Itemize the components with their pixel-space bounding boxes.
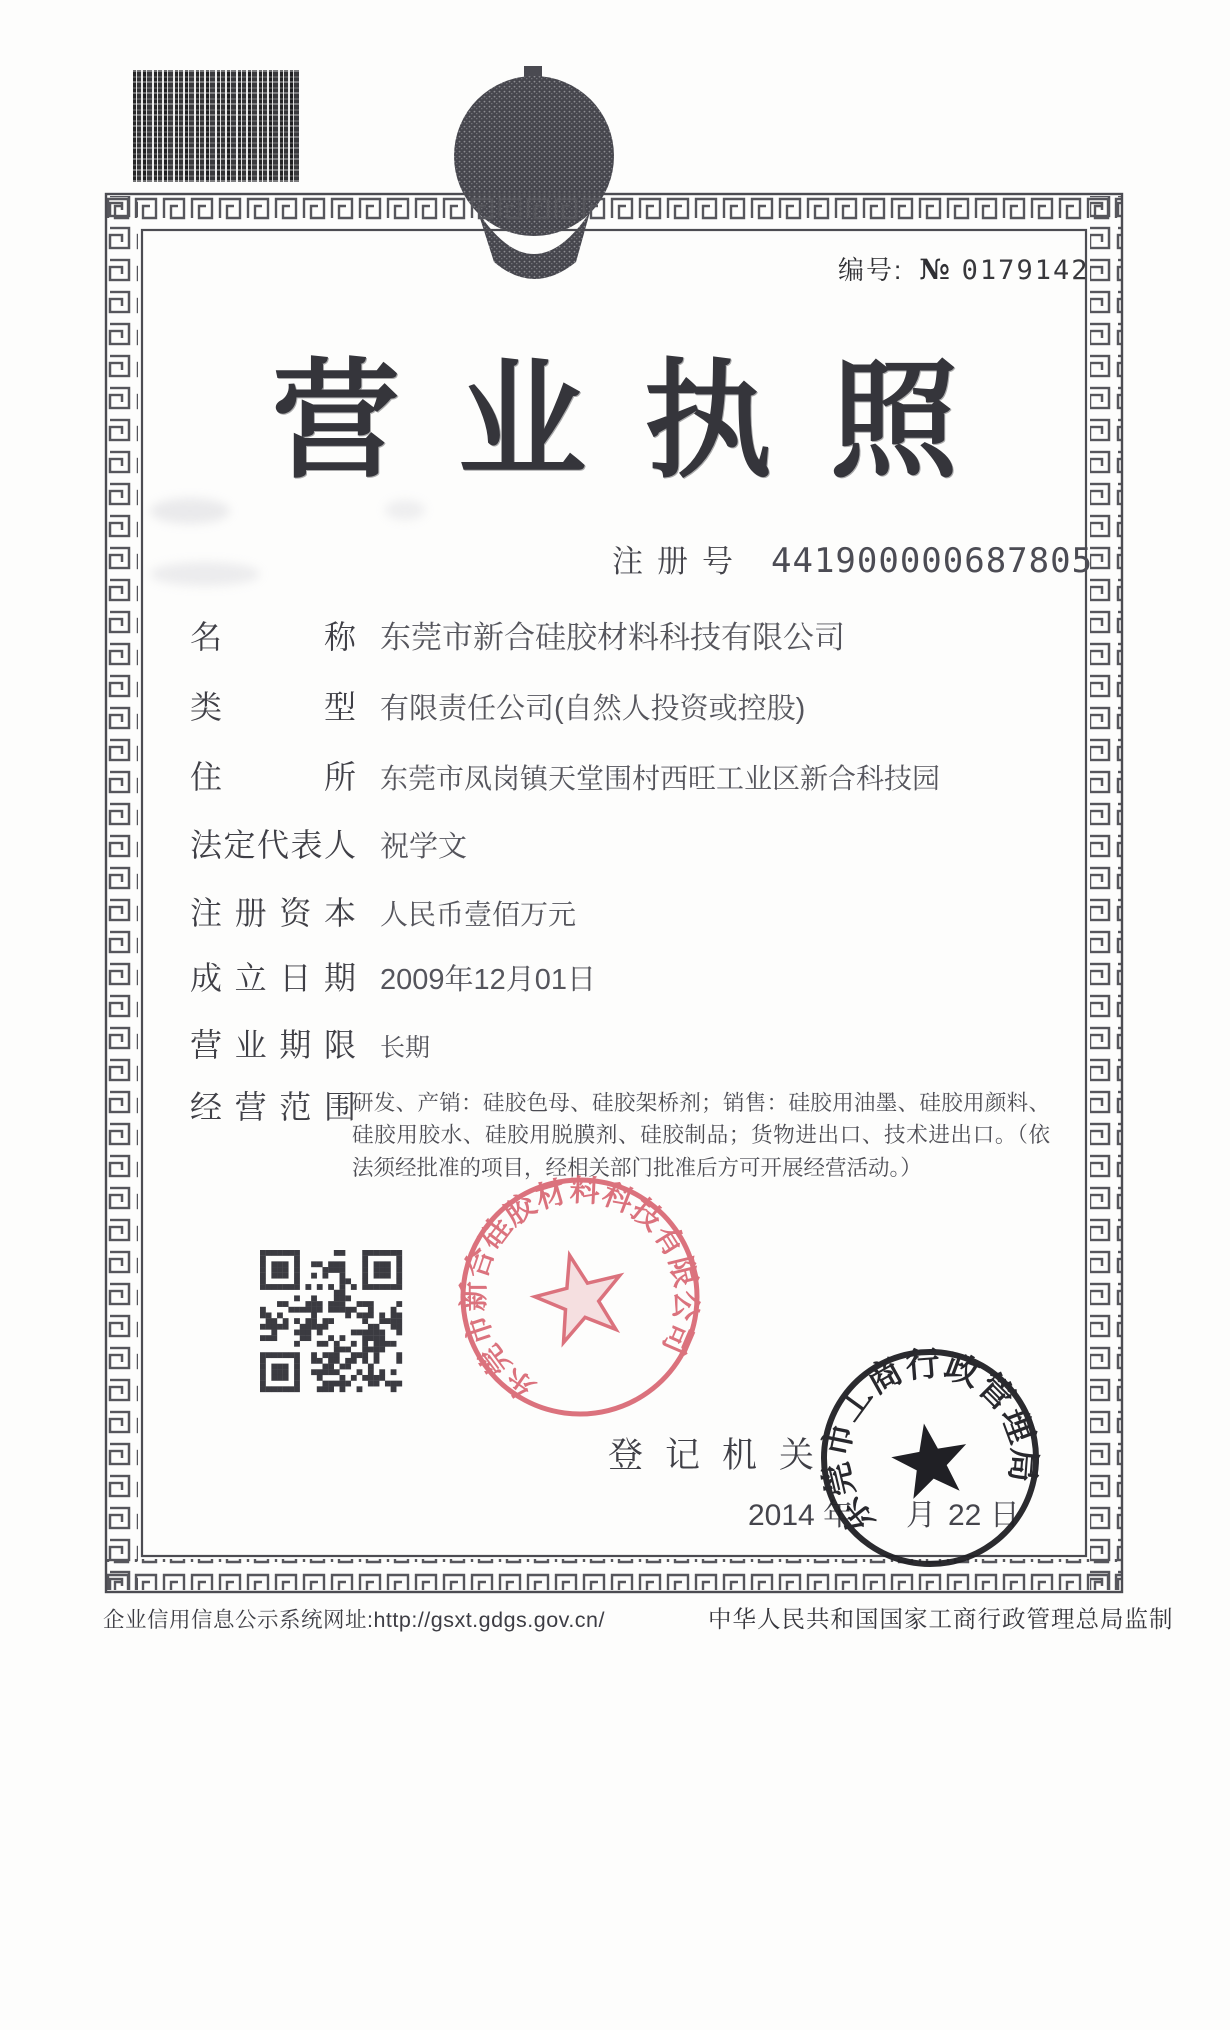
field-row-registered-capital <box>190 888 576 934</box>
registrar-seal-text: 东莞市工商行政管理局 <box>816 1344 1043 1541</box>
field-value: 2009年12月01日 <box>380 964 597 996</box>
field-row-business-scope <box>190 1082 356 1128</box>
numero-sign: № <box>919 253 952 286</box>
field-label: 经营范围 <box>190 1089 356 1125</box>
field-label: 注册资本 <box>190 895 356 931</box>
field-value: 祝学文 <box>380 831 468 863</box>
field-label: 类型 <box>190 689 356 725</box>
serial-label: 编号: <box>838 255 904 285</box>
qr-code <box>260 1250 402 1392</box>
field-row-business-term <box>190 1020 430 1066</box>
field-label: 营业期限 <box>190 1027 356 1063</box>
field-value: 长期 <box>380 1034 431 1062</box>
field-label: 住所 <box>190 759 356 795</box>
regno-value: 441900000687805 <box>771 541 1094 581</box>
issuing-authority-note: 中华人民共和国国家工商行政管理总局监制 <box>708 1606 1174 1632</box>
field-value: 东莞市凤岗镇天堂围村西旺工业区新合科技园 <box>380 763 941 794</box>
license-title: 营业执照 <box>271 350 1016 493</box>
date-day: 22 日 <box>948 1499 1020 1532</box>
field-row-establish-date <box>190 953 596 999</box>
field-value: 东莞市新合硅胶材料科技有限公司 <box>380 620 845 655</box>
company-seal-text: 东莞市新合硅胶材料科技有限公司 <box>457 1174 703 1406</box>
regno-label: 注册号 <box>612 544 747 579</box>
field-row-name <box>190 612 845 658</box>
field-row-type <box>190 682 805 728</box>
registrar-seal <box>797 1325 1063 1591</box>
field-label: 成立日期 <box>190 960 356 996</box>
registrar-label: 登记机关 <box>608 1436 837 1475</box>
field-value: 有限责任公司(自然人投资或控股) <box>380 693 806 725</box>
public-info-url: 企业信用信息公示系统网址:http://gsxt.gdgs.gov.cn/ <box>103 1608 605 1632</box>
field-label: 名称 <box>190 619 356 655</box>
field-row-address <box>190 752 940 798</box>
date-month-label: 月 <box>906 1499 936 1532</box>
barcode <box>133 70 299 182</box>
serial-number <box>838 250 1089 287</box>
field-value: 人民币壹佰万元 <box>380 899 577 930</box>
field-label: 法定代表人 <box>190 827 356 863</box>
serial-digits: 0179142 <box>961 255 1090 286</box>
date-year: 2014 年 <box>748 1499 854 1532</box>
field-row-legal-representative <box>190 820 467 866</box>
business-scope-text: 研发、产销：硅胶色母、硅胶架桥剂；销售：硅胶用油墨、硅胶用颜料、硅胶用胶水、硅胶用脱膜剂、硅胶制品；货物进出口、技术进出口。（依法须经批准的项目，经相关部门批准后方可开展经营活动。） <box>352 1091 1050 1180</box>
registration-number-line <box>612 536 1093 581</box>
